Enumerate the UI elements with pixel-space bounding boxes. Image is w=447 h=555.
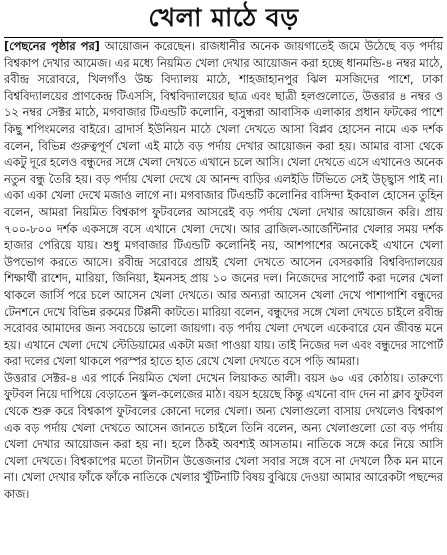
article-paragraph: উত্তরার সেক্টর-৪ এর পার্কে নিয়মিত খেলা দেখেন লিয়াকত আলী। বয়স ৬০ এর কোঠায়। তারুণ্যে ফুটবল নিয়ে দাপিয়ে বেড়াতেন স্কুল-কলেজের মাঠ। বয়স হয়েছে কিন্তু এখনো বাদ দেন না ক্লাব ফুটবল থেকে শুরু করে বিশ্বকাপ ফুটবলের কোনো দলের খেলা। অন্য খেলাগুলো বাসায় দেখলেও বিশ্বকাপ এক বড় পর্দায় খেলা দেখতে আসেন জানতে চাইলে তিনি বলেন, অন্য খেলাগুলো তো বড় পর্দায় খেলা দেখার আয়োজন করা হয় না। হলে ঠিকই অবশ্যই আসতাম। নাতিকে সঙ্গে করে নিয়ে আসি খেলা দেখতে। বিশ্বকাপের মতো টানটান উত্তেজনার খেলা সবার সঙ্গে বসে না দেখলে ঠিক মন মানে না। খেলা দেখার ফাঁকে ফাঁকে নাতিকে খেলার খুঁটিনাটি বিষয় বুঝিয়ে দেওয়া আমার আরেকটা পছন্দের কাজ। xyxy=(4,371,443,502)
article-headline: খেলা মাঠে বড় xyxy=(148,3,299,32)
paragraph-text: আয়োজন করেছেন। রাজধানীর অনেক জায়গাতেই জমে উঠেছে বড় পর্দায় বিশ্বকাপ দেখার আমেজ। এর মধ্যে নিয়মিত খেলা দেখার আয়োজন করা হচ্ছে ধানমন্ডি-৪ নম্বর মাঠে, রবীন্দ্র সরোবরে, খিলগাঁও উচ্চ বিদ্যালয় মাঠে, শাহজাহানপুর ঝিল মসজিদের পাশে, ঢাকা বিশ্ববিদ্যালয়ের প্রাণকেন্দ্র টিএসসি, বিশ্ববিদ্যালয়ের ছাত্র এবং ছাত্রী হলগুলোতে, উত্তরার ৪ নম্বর ও ১২ নম্বর সেক্টর মাঠে, মগবাজার টিএন্ডটি কলোনি, বসুন্ধরা আবাসিক এলাকার প্রধান ফটকের পাশে কিছু শপিংমলের বাইরে। ব্রাদার্স ইউনিয়ন মাঠে খেলা দেখতে আসা বিপ্লব হোসেন নামে এক দর্শক বলেন, বিভিন্ন গুরুত্বপূর্ণ খেলা এই মাঠে বড় পর্দায় দেখার আয়োজন করা হয়। আমার বাসা থেকে একটু দূরে হলেও বন্ধুদের সঙ্গে খেলা দেখতে এখানে চলে আসি। খেলা দেখতে এসে এখানেও অনেক নতুন বন্ধু তৈরি হয়। বড় পর্দায় খেলা দেখে যে আনন্দ বাড়ির এলইডি টিভিতে সেই উচ্ছ্বাস পাই না। একা একা খেলা দেখে মজাও লাগে না। মগবাজার টিএন্ডটি কলোনির বাসিন্দা ইকবাল হোসেন তুহিন বলেন, আমরা নিয়মিত বিশ্বকাপ ফুটবলের আসরেই বড় পর্দায় খেলা দেখার আয়োজন করি। প্রায় ৭০০-৮০০ দর্শক একসঙ্গে বসে এখানে খেলা দেখে। আর ব্রাজিল-আর্জেন্টিনার খেলার সময় দর্শক হাজার পেরিয়ে যায়। শুধু মগবাজার টিএন্ডটি কলোনিই নয়, আশপাশের অনেকেই এখানে খেলা উপভোগ করতে আসে। রবীন্দ্র সরোবরে প্রায়ই খেলা দেখতে আসেন বেসরকারি বিশ্ববিদ্যালয়ের শিক্ষার্থী রাশেদ, মারিয়া, জিনিয়া, ইমনসহ প্রায় ১০ জনের দল। নিজেদের সাপোর্ট করা দলের খেলা থাকলে জার্সি পরে চলে আসেন খেলা দেখতে। আর অন্যরা আসেন খেলা দেখে পাশাপাশি বন্ধুদের টেনশনে দেখে বিভিন্ন রকমের টিপ্পনী কাটতে। মারিয়া বলেন, বন্ধুদের সঙ্গে খেলা দেখতে চাইলে রবীন্দ্র সরোবর আমাদের জন্য সবচেয়ে ভালো জায়গা। বড় পর্দায় খেলা দেখলে একেবারে যেন জীবন্ত মনে হয়। এখানে খেলা দেখে স্টেডিয়ামের একটা মজা পাওয়া যায়। তাই নিজের দল এবং বন্ধুদের সাপোর্ট করা দলের খেলা থাকলে পরস্পর হাতে হাত রেখে খেলা দেখতে বসে পড়ি আমরা। xyxy=(4,40,444,369)
continuation-tag: [পেছনের পৃষ্ঠার পর] xyxy=(4,40,100,53)
article-paragraph xyxy=(4,39,443,371)
article-body xyxy=(4,37,443,504)
